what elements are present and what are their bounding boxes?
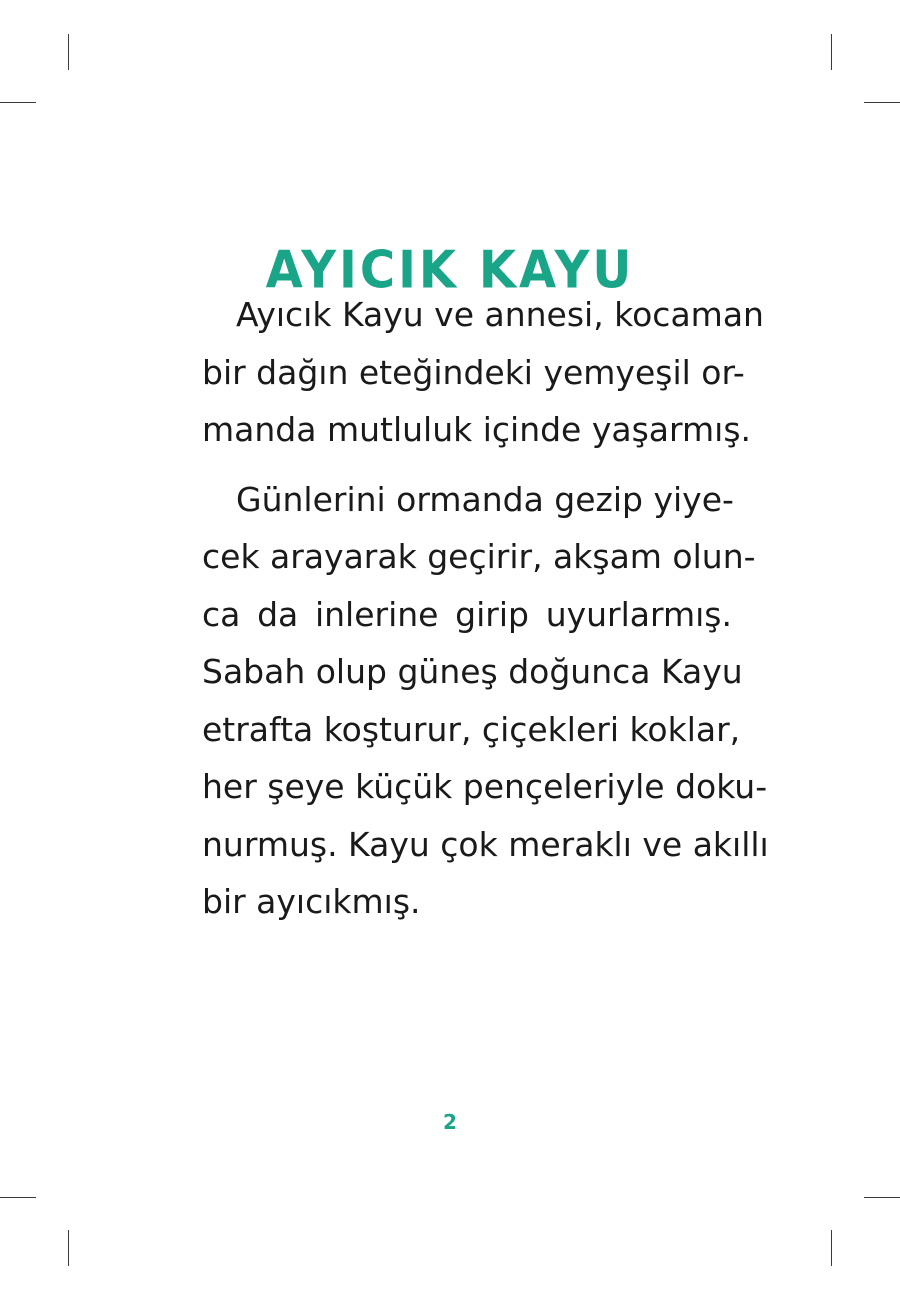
text-line: bir dağın eteğindeki yemyeşil or- xyxy=(202,352,745,392)
crop-mark-bottom-right-vertical xyxy=(831,1230,832,1266)
text-line: her şeye küçük pençeleriyle doku- xyxy=(202,767,768,806)
crop-mark-top-left-vertical xyxy=(68,34,69,70)
text-line: bir ayıcıkmış. xyxy=(202,882,421,921)
text-line: Ayıcık Kayu ve annesi, kocaman xyxy=(236,295,764,334)
paragraph-1 xyxy=(168,286,764,459)
crop-mark-top-right-vertical xyxy=(831,34,832,70)
text-line: Sabah olup güneş doğunca Kayu xyxy=(202,652,743,691)
crop-mark-top-left-horizontal xyxy=(0,102,36,103)
page-number: 2 xyxy=(443,1110,457,1134)
text-line: Günlerini ormanda gezip yiye- xyxy=(236,479,734,519)
story-title: AYICIK KAYU xyxy=(265,239,635,301)
crop-mark-bottom-left-vertical xyxy=(68,1230,69,1266)
crop-mark-top-right-horizontal xyxy=(864,102,900,103)
text-line: manda mutluluk içinde yaşarmış. xyxy=(202,410,751,449)
crop-mark-bottom-left-horizontal xyxy=(0,1197,36,1198)
text-line: ca da inlerine girip uyurlarmış. xyxy=(202,594,732,634)
text-line: etrafta koşturur, çiçekleri koklar, xyxy=(202,709,741,749)
text-line: cek arayarak geçirir, akşam olun- xyxy=(202,537,756,576)
paragraph-2 xyxy=(168,471,769,931)
story-body xyxy=(168,286,769,931)
crop-mark-bottom-right-horizontal xyxy=(864,1197,900,1198)
text-line: nurmuş. Kayu çok meraklı ve akıllı xyxy=(202,824,769,864)
